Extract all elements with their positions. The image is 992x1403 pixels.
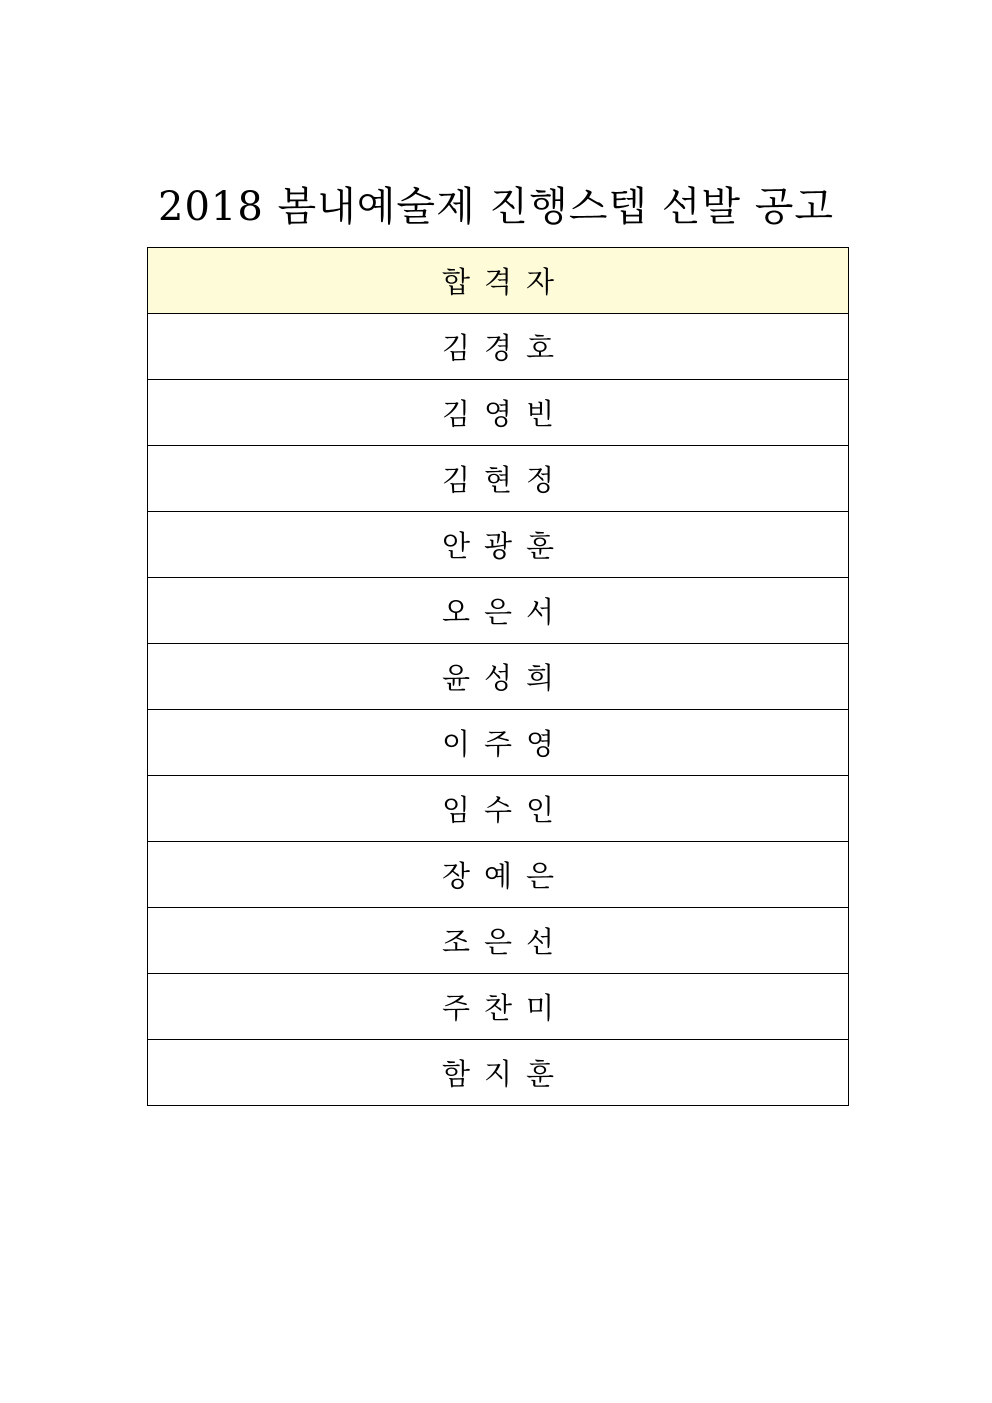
table-row — [148, 578, 849, 644]
table-row — [148, 842, 849, 908]
applicant-name: 윤성희 — [148, 644, 849, 710]
table-row — [148, 710, 849, 776]
page-title: 2018 봄내예술제 진행스텝 선발 공고 — [158, 184, 834, 230]
applicant-name: 장예은 — [148, 842, 849, 908]
applicant-name: 김현정 — [148, 446, 849, 512]
table-row — [148, 446, 849, 512]
successful-applicants-table — [147, 247, 849, 1106]
applicant-name: 주찬미 — [148, 974, 849, 1040]
table-header-cell: 합격자 — [148, 248, 849, 314]
table-row — [148, 314, 849, 380]
applicant-name: 조은선 — [148, 908, 849, 974]
applicant-name: 임수인 — [148, 776, 849, 842]
table-row — [148, 908, 849, 974]
table-header-row — [148, 248, 849, 314]
table-row — [148, 1040, 849, 1106]
applicant-name: 김영빈 — [148, 380, 849, 446]
applicant-name: 이주영 — [148, 710, 849, 776]
table-row — [148, 380, 849, 446]
applicant-name: 오은서 — [148, 578, 849, 644]
table-row — [148, 644, 849, 710]
applicant-name: 안광훈 — [148, 512, 849, 578]
applicant-name: 함지훈 — [148, 1040, 849, 1106]
table-row — [148, 974, 849, 1040]
table-body — [148, 248, 849, 1106]
table-row — [148, 512, 849, 578]
table-row — [148, 776, 849, 842]
applicant-name: 김경호 — [148, 314, 849, 380]
